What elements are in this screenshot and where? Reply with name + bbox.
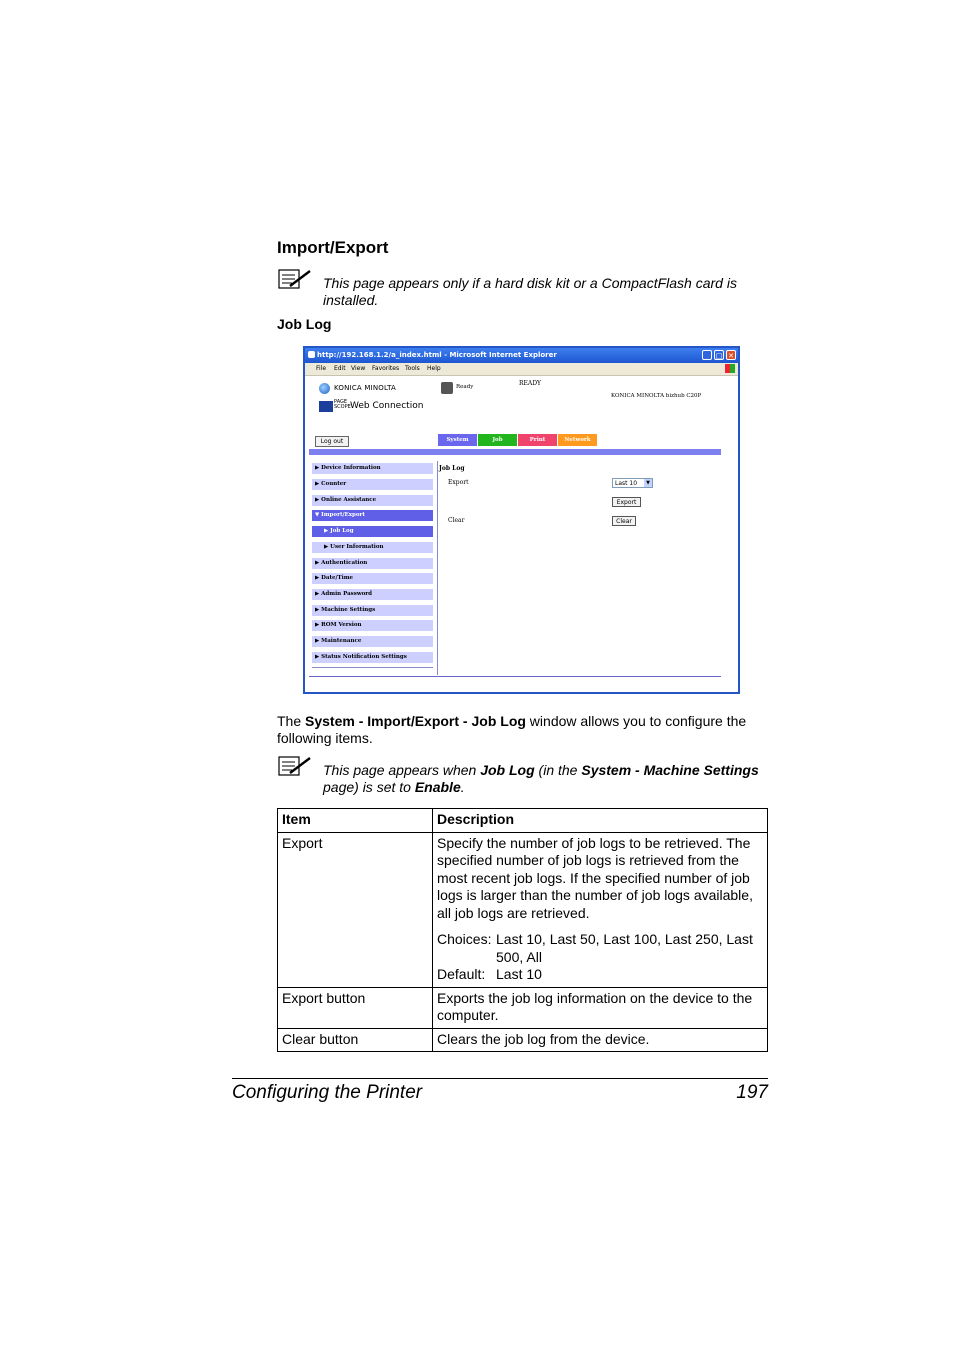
triangle-right-icon: ▶ [315,465,320,471]
text: (in the [534,762,582,778]
nav-label: Maintenance [321,638,362,644]
nav-label: ROM Version [321,622,362,628]
text-bold: Job Log [480,762,535,778]
tab-system[interactable]: System [438,434,477,446]
window-title: http://192.168.1.2/a_index.html - Microsoft Internet Explorer [317,351,557,359]
triangle-right-icon: ▶ [315,591,320,597]
triangle-right-icon: ▶ [324,528,329,534]
header-item: Item [278,809,433,833]
text: . [460,779,465,795]
triangle-right-icon: ▶ [315,654,320,660]
row-description: Exports the job log information on the device to the computer. [433,987,768,1028]
text: page) is set to [323,779,415,795]
tab-print[interactable]: Print [518,434,557,446]
triangle-right-icon: ▶ [315,481,320,487]
default-label: Default: [437,966,486,982]
export-count-select[interactable] [612,478,653,488]
nav-counter[interactable] [312,479,433,490]
nav-label: Authentication [321,560,368,566]
row-description [433,832,768,987]
triangle-right-icon: ▶ [315,638,320,644]
clear-button[interactable]: Clear [612,516,636,526]
description-text: Specify the number of job logs to be retrieved. The specified number of job logs is retrieved from the most recent job logs. If the specified number of job logs is larger than the number of job logs available, all job logs are retrieved. [437,834,753,921]
menu-bar [305,363,738,376]
choices-value: Last 10, Last 50, Last 100, Last 250, Last 500, All [496,931,753,965]
triangle-right-icon: ▶ [315,575,320,581]
row-item: Export [278,832,433,987]
nav-machine-settings[interactable] [312,605,433,616]
menu-edit[interactable]: Edit [334,365,346,372]
content-divider [437,461,438,675]
status-small: Ready [456,384,474,390]
close-icon[interactable]: ✕ [726,350,736,360]
menu-tools[interactable]: Tools [405,365,420,372]
status-ready: READY [519,380,542,387]
text-bold: Enable [414,779,461,795]
row-item: Export button [278,987,433,1028]
menu-file[interactable]: File [316,365,327,372]
text-bold: System - Machine Settings [581,762,759,778]
menu-help[interactable]: Help [427,365,441,372]
triangle-right-icon: ▶ [315,497,320,503]
settings-table [277,808,768,1052]
table-row [278,987,768,1028]
nav-label: Job Log [330,528,354,534]
text: window allows you to configure the following items. [277,713,747,746]
row-item: Clear button [278,1028,433,1052]
nav-label: Online Assistance [321,497,377,503]
footer-chapter-title: Configuring the Printer [232,1082,423,1103]
printer-icon [441,382,453,394]
page-number: 197 [736,1082,768,1103]
menu-favorites[interactable]: Favorites [372,365,400,372]
note-job-log-enable [323,762,768,796]
row-description: Clears the job log from the device. [433,1028,768,1052]
nav-maintenance[interactable] [312,636,433,647]
triangle-right-icon: ▶ [324,544,329,550]
choices-label: Choices: [437,931,492,947]
footer-divider [309,676,721,677]
nav-label: Admin Password [321,591,372,597]
web-connection-title: Web Connection [350,401,424,411]
choices-block [437,931,763,984]
table-row [278,1028,768,1052]
nav-device-information[interactable] [312,463,433,474]
note-hard-disk: This page appears only if a hard disk kit or a CompactFlash card is installed. [323,275,737,308]
maximize-icon[interactable]: □ [715,352,723,360]
note-pencil-icon [278,755,312,777]
section-title: Import/Export [277,238,389,257]
nav-label: Counter [321,481,347,487]
nav-admin-password[interactable] [312,589,433,600]
tab-job[interactable]: Job [478,434,517,446]
nav-date-time[interactable] [312,573,433,584]
nav-status-notification-settings[interactable] [312,652,433,663]
minimize-icon[interactable]: _ [702,350,712,360]
tab-network[interactable]: Network [558,434,597,446]
pagescope-logo-icon [319,401,333,412]
export-label: Export [448,479,469,486]
export-button[interactable]: Export [612,497,641,507]
nav-label: Date/Time [321,575,354,581]
table-row [278,832,768,987]
konica-minolta-logo-icon [319,383,330,394]
ie-icon [308,351,315,358]
triangle-right-icon: ▶ [315,607,320,613]
pagescope-label: PAGE SCOPE [334,399,351,410]
logout-button[interactable]: Log out [315,436,349,447]
menu-view[interactable]: View [351,365,366,372]
triangle-right-icon: ▶ [315,622,320,628]
header-description: Description [433,809,768,833]
clear-label: Clear [448,517,465,524]
nav-label: Status Notification Settings [321,654,407,660]
select-value: Last 10 [615,480,638,487]
nav-user-information[interactable] [312,542,433,553]
window-titlebar [305,348,738,363]
text-bold: System - Import/Export - Job Log [305,713,526,729]
table-header-row [278,809,768,833]
nav-label: User Information [330,544,384,550]
nav-label: Device Information [321,465,381,471]
text: This page appears when [323,762,481,778]
nav-job-log[interactable] [312,526,433,537]
nav-rom-version[interactable] [312,620,433,631]
printer-model: KONICA MINOLTA bizhub C20P [611,393,702,399]
default-value: Last 10 [496,966,542,982]
content-title: Job Log [439,465,465,472]
triangle-right-icon: ▶ [315,560,320,566]
brand-name: KONICA MINOLTA [334,384,397,392]
header-divider-bar [309,449,721,455]
nav-bottom-divider [312,667,433,668]
nav-label: Machine Settings [321,607,376,613]
nav-authentication[interactable] [312,558,433,569]
triangle-down-icon: ▼ [315,512,320,518]
nav-label: Import/Export [321,512,365,518]
windows-flag-icon [725,364,735,373]
text: The [277,713,306,729]
browser-screenshot [303,346,740,694]
subheading-job-log: Job Log [277,316,332,332]
chevron-down-icon: ▼ [644,479,652,487]
footer-rule [232,1078,768,1079]
intro-paragraph [277,713,767,747]
nav-import-export[interactable] [312,510,433,521]
note-pencil-icon [278,268,312,290]
nav-online-assistance[interactable] [312,495,433,506]
